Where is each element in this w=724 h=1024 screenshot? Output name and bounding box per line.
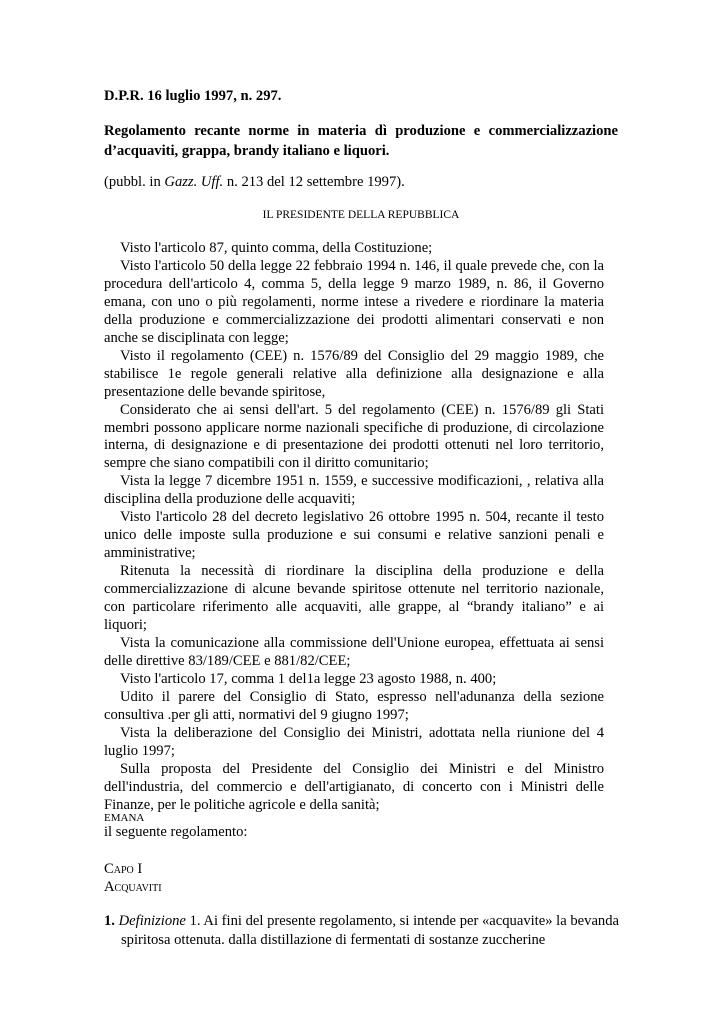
chapter-number: Capo I — [104, 861, 143, 877]
preamble-paragraph: Visto l'articolo 17, comma 1 del1a legge 23 agosto 1988, n. 400; — [120, 670, 497, 687]
gazzetta-ufficiale: Gazz. Uff. — [164, 174, 224, 190]
preamble-paragraph: Vista la deliberazione del Consiglio dei Ministri, adottata nella riunione del 4 luglio 1997; — [104, 724, 604, 759]
chapter-title: Acquaviti — [104, 879, 162, 895]
decree-title: D.P.R. 16 luglio 1997, n. 297. — [104, 88, 282, 104]
article-number: 1. — [104, 913, 115, 929]
preamble-paragraph: Considerato che ai sensi dell'art. 5 del regolamento (CEE) n. 1576/89 gli Stati membri possono applicare norme nazionali specifiche di produzione, di circolazione interna, di designazione e di presentazione dei prodotti ottenuti nel loro territorio, sempre che siano compatibili con il diritto comunitario; — [104, 401, 604, 472]
preamble-paragraph: Visto l'articolo 50 della legge 22 febbraio 1994 n. 146, il quale prevede che, con la procedura dell'articolo 4, comma 5, della legge 9 marzo 1989, n. 86, il Governo emana, con uno o più regolamenti, norme intese a rivedere e riordinare la materia della produzione e commercializzazione dei prodotti alimentari conservati e non anche se disciplinata con legge; — [104, 257, 604, 346]
emana-heading: EMANA — [104, 812, 145, 824]
decree-subtitle: Regolamento recante norme in materia dì produzione e commercializzazione d’acquaviti, grappa, brandy italiano e liquori. — [104, 123, 618, 159]
preamble-paragraph: Visto il regolamento (CEE) n. 1576/89 del Consiglio del 29 maggio 1989, che stabilisce 1e regole generali relative alla definizione alla designazione e alla presentazione delle bevande spiritose, — [104, 347, 604, 400]
preamble-paragraph: Visto l'articolo 28 del decreto legislativo 26 ottobre 1995 n. 504, recante il testo unico delle imposte sulla produzione e sui consumi e relative sanzioni penali e amministrative; — [104, 509, 604, 562]
article-heading: Definizione — [118, 913, 186, 929]
chapter-heading — [104, 860, 404, 896]
preamble-paragraph: Ritenuta la necessità di riordinare la disciplina della produzione e della commercializzazione di alcune bevande spiritose ottenute nel territorio nazionale, con particolare riferimento alle acquaviti, alle grappe, al “brandy italiano” e ai liquori; — [104, 563, 604, 634]
article-1 — [104, 912, 619, 950]
preamble — [104, 240, 604, 815]
preamble-paragraph: Vista la legge 7 dicembre 1951 n. 1559, e successive modificazioni, , relativa alla disciplina della produzione delle acquaviti; — [104, 473, 604, 508]
preamble-paragraph: Visto l'articolo 87, quinto comma, della Costituzione; — [120, 240, 433, 256]
pubbl-suffix: n. 213 del 12 settembre 1997). — [223, 174, 405, 190]
article-text: 1. Ai fini del presente regolamento, si intende per «acquavite» la bevanda spiritosa ottenuta. dalla distillazione di fermentati di sostanze zuccherine — [121, 913, 619, 948]
presidente-heading: IL PRESIDENTE DELLA REPUBBLICA — [262, 209, 460, 221]
preamble-paragraph: Sulla proposta del Presidente del Consiglio dei Ministri e del Ministro dell'industria, del commercio e dell'artigianato, di concerto con i Ministri delle Finanze, per le politiche agricole e della sanità; — [104, 760, 604, 813]
pubbl-prefix: (pubbl. in — [104, 174, 165, 190]
publication-note — [104, 172, 624, 192]
seguente-regolamento: il seguente regolamento: — [104, 824, 248, 840]
preamble-paragraph: Vista la comunicazione alla commissione dell'Unione europea, effettuata ai sensi delle direttive 83/189/CEE e 881/82/CEE; — [104, 634, 604, 669]
preamble-paragraph: Udito il parere del Consiglio di Stato, espresso nell'adunanza della sezione consultiva .per gli atti, normativi del 9 giugno 1997; — [104, 688, 604, 723]
